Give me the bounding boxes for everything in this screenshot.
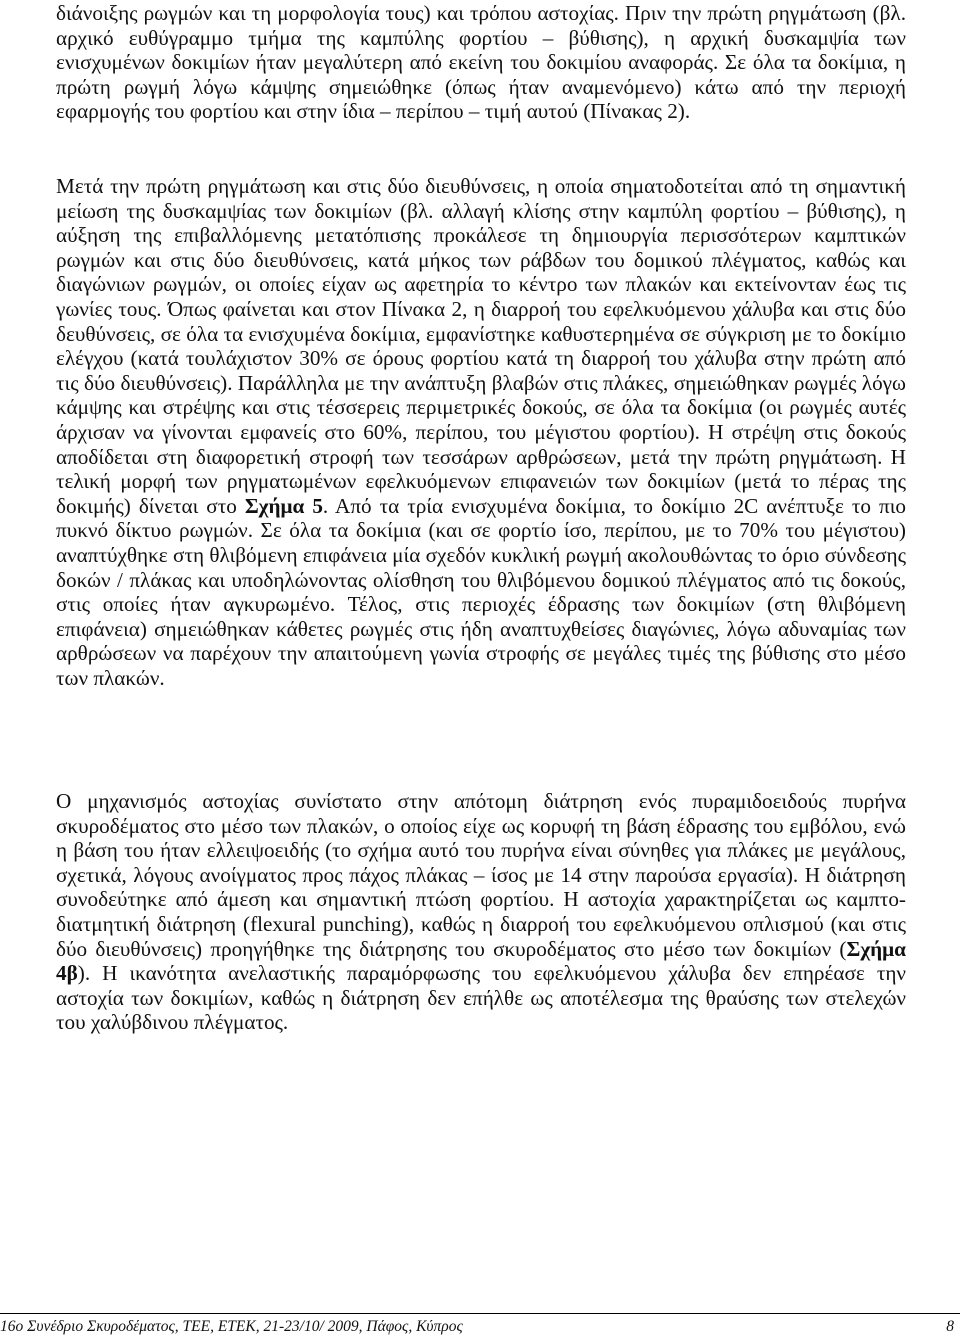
paragraph-2 xyxy=(56,174,906,690)
figure-4b-reference: Σχήμα 4β xyxy=(56,936,906,986)
paragraph-3-text-b: ). Η ικανότητα ανελαστικής παραμόρφωσης του εφελκυόμενου χάλυβα δεν επηρέασε την αστοχία των δοκιμίων, καθώς η διάτρηση δεν επήλθε ως αποτέλεσμα της θραύσης των στελεχών του χαλύβδινου πλέγματος. xyxy=(56,961,906,1035)
paragraph-2-text-b: . Από τα τρία ενισχυμένα δοκίμια, το δοκίμιο 2C ανέπτυξε το πιο πυκνό δίκτυο ρωγμών. Σε όλα τα δοκίμια (και σε φορτίο ίσο, περίπου, με το 70% του μέγιστου) αναπτύχθηκε στη θλιβόμενη επιφάνεια μία σχεδόν κυκλική ρωγμή ακολουθώντας το όριο σύνδεσης δοκών / πλάκας και υποδηλώνοντας ολίσθηση του θλιβόμενου δομικού πλέγματος από τις δοκούς, στις οποίες ήταν αγκυρωμένο. Τέλος, στις περιοχές έδρασης των δοκιμίων (στη θλιβόμενη επιφάνεια) σημειώθηκαν κάθετες ρωγμές στις ήδη αναπτυχθείσες διαγώνιες, λόγω αδυναμίας των αρθρώσεων να παρέχουν την απαιτούμενη γωνία στροφής σε μεγάλες τιμές της βύθισης στο μέσο των πλακών. xyxy=(56,493,906,690)
footer-divider xyxy=(0,1313,960,1314)
page-footer xyxy=(0,1313,960,1338)
paragraph-3 xyxy=(56,789,906,1035)
figure-5-reference: Σχήμα 5 xyxy=(244,493,323,518)
footer-conference-text: 16ο Συνέδριο Σκυροδέματος, ΤΕΕ, ΕΤΕΚ, 21-23/10/ 2009, Πάφος, Κύπρος xyxy=(0,1318,463,1335)
paragraph-2-text-a: Μετά την πρώτη ρηγμάτωση και στις δύο διευθύνσεις, η οποία σηματοδοτείται από τη σημαντική μείωση της δυσκαμψίας των δοκιμίων (βλ. αλλαγή κλίσης στην καμπύλη φορτίου – βύθισης), η αύξηση της επιβαλλόμενης μετατόπισης προκάλεσε τη δημιουργία περισσότερων καμπτικών ρωγμών και στις δύο διευθύνσεις, κατά μήκος των ράβδων του δομικού πλέγματος, καθώς και διαγώνιων ρωγμών, οι οποίες είχαν ως αφετηρία το κέντρο των πλακών και εκτείνονταν έως τις γωνίες τους. Όπως φαίνεται και στον Πίνακα 2, η διαρροή του εφελκυόμενου χάλυβα και στις δύο δευθύνσεις, σε όλα τα ενισχυμένα δοκίμια, εμφανίστηκε καθυστερημένα σε σύγκριση με το δοκίμιο ελέγχου (κατά τουλάχιστον 30% σε όρους φορτίου κατά τη διαρροή του χάλυβα στην πρώτη από τις δύο διευθύνσεις). Παράλληλα με την ανάπτυξη βλαβών στις πλάκες, σημειώθηκαν ρωγμές λόγω κάμψης και στρέψης και στις τέσσερεις περιμετρικές δοκούς, σε όλα τα δοκίμια (οι ρωγμές αυτές άρχισαν να γίνονται εμφανείς στο 60%, περίπου, του μέγιστου φορτίου). Η στρέψη στις δοκούς αποδίδεται στη διαφορετική στροφή των τεσσάρων αρθρώσεων, μετά την πρώτη ρηγμάτωση. Η τελική μορφή των ρηγματωμένων εφελκυόμενων επιφανειών των δοκιμίων (μετά το πέρας της δοκιμής) δίνεται στο xyxy=(56,174,906,518)
paragraph-1 xyxy=(56,1,906,124)
paragraph-3-text-a: Ο μηχανισμός αστοχίας συνίστατο στην απότομη διάτρηση ενός πυραμιδοειδούς πυρήνα σκυροδέματος στο μέσο των πλακών, ο οποίος είχε ως κορυφή τη βάση έδρασης του εμβόλου, ενώ η βάση του ήταν ελλειψοειδής (το σχήμα αυτό του πυρήνα είναι σύνηθες για πλάκες με μεγάλους, σχετικά, λόγους ανοίγματος προς πάχος πλάκας – ίσος με 14 στην παρούσα εργασία). Η διάτρηση συνοδεύτηκε από άμεση και σημαντική πτώση φορτίου. Η αστοχία χαρακτηρίζεται ως καμπτο-διατμητική διάτρηση (flexural punching), καθώς η διαρροή του εφελκυόμενου οπλισμού (και στις δύο διευθύνσεις) προηγήθηκε της διάτρησης του σκυροδέματος στο μέσο των δοκιμίων ( xyxy=(56,789,906,961)
footer-page-number: 8 xyxy=(946,1318,954,1335)
paragraph-1-text: διάνοιξης ρωγμών και τη μορφολογία τους) και τρόπου αστοχίας. Πριν την πρώτη ρηγμάτωση (βλ. αρχικό ευθύγραμμο τμήμα της καμπύλης φορτίου – βύθισης), η αρχική δυσκαμψία των ενισχυμένων δοκιμίων ήταν μεγαλύτερη από εκείνη του δοκιμίου αναφοράς. Σε όλα τα δοκίμια, η πρώτη ρωγμή λόγω κάμψης σημειώθηκε (όπως ήταν αναμενόμενο) κάτω από την περιοχή εφαρμογής του φορτίου και στην ίδια – περίπου – τιμή αυτού (Πίνακας 2). xyxy=(56,1,906,124)
